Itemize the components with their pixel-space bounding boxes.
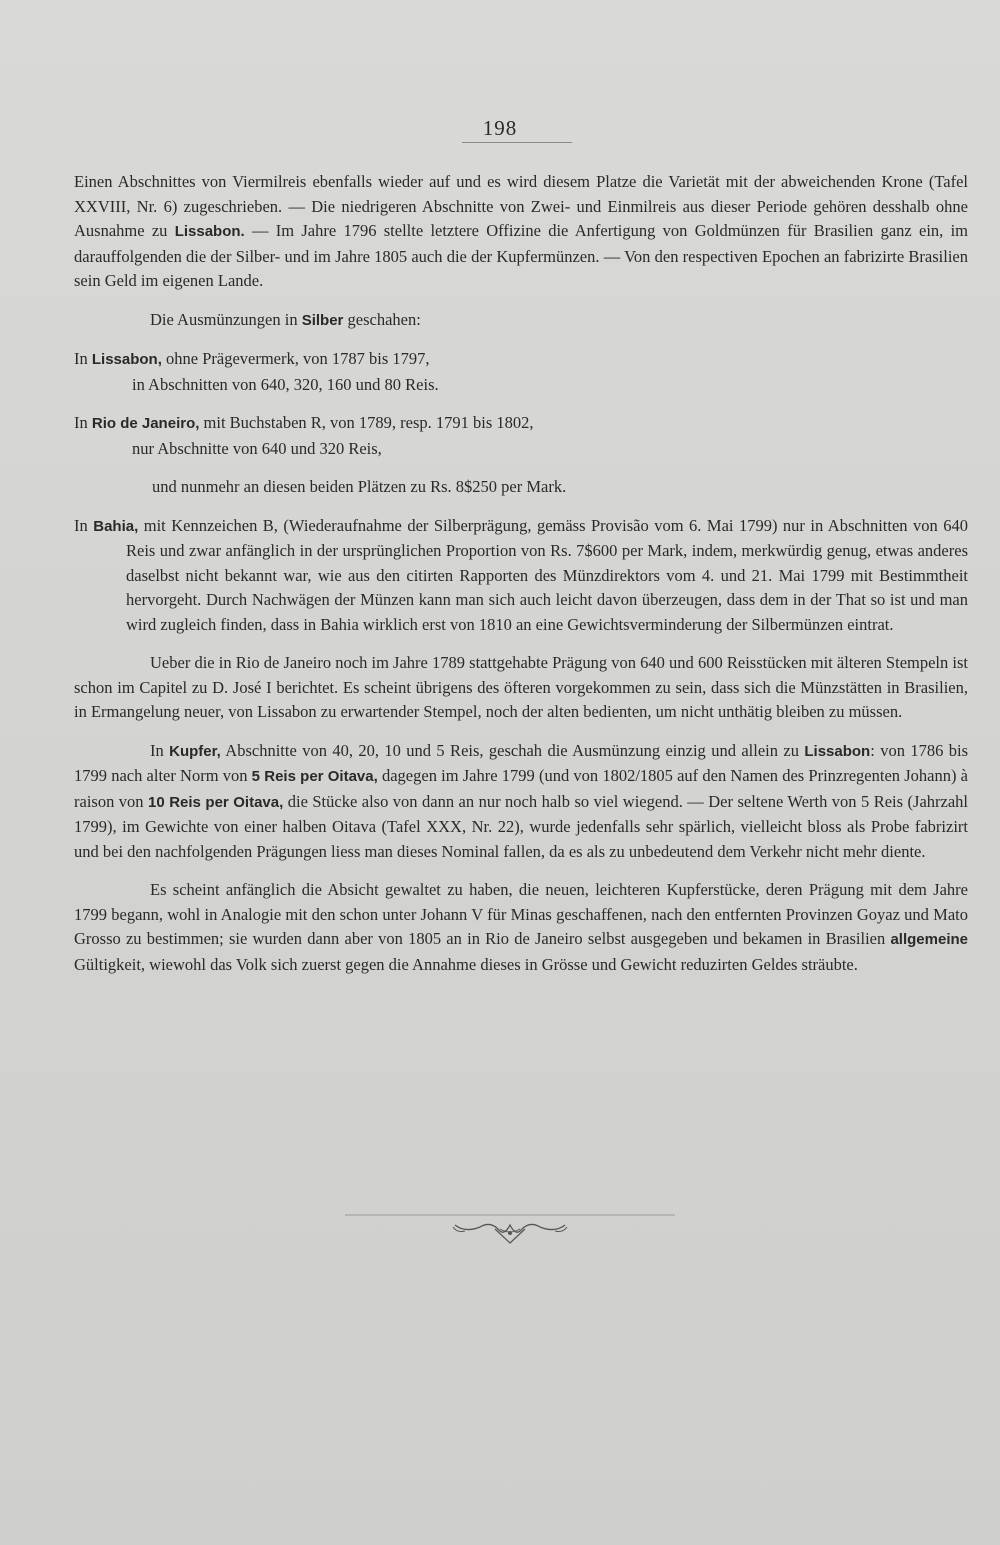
- text-span: Abschnitte von 40, 20, 10 und 5 Reis, geschah die Ausmünzung einzig und allein zu: [220, 740, 805, 760]
- entry-bahia: [74, 514, 968, 638]
- text-span: ohne Prägevermerk, von 1787 bis 1797,: [161, 349, 430, 368]
- paragraph-5: und nunmehr an diesen beiden Plätzen zu Rs. 8$250 per Mark.: [152, 477, 567, 496]
- paragraph-1: [74, 170, 968, 294]
- text-span: die Stücke also von dann an nur noch halb so viel wiegend. — Der seltene Werth von 5 Reis (Jahrzahl 1799), im Gewichte von einer halben Oitava (Tafel XXX, Nr. 22), wurde jedenfalls sehr spärlich, vielleicht bloss als Probe fabrizirt und bei den nachfolgenden Prägungen liess man dieses Nominal fallen, da es als zu unbedeutend dem Verkehr nicht mehr diente.: [74, 791, 968, 861]
- text-span: dagegen im Jahre 1799 (und von 1802/1805 auf den Namen des Prinzregenten Johann) à raison von: [74, 766, 968, 811]
- emphasis-5-reis: 5 Reis per Oitava,: [251, 768, 378, 785]
- ornament-divider: [345, 1205, 675, 1255]
- text-span: Gültigkeit, wiewohl das Volk sich zuerst gegen die Annahme dieses in Grösse und Gewicht reduzirten Geldes sträubte.: [74, 954, 858, 974]
- paragraph-7: Ueber die in Rio de Janeiro noch im Jahre 1789 stattgehabte Prägung von 640 und 600 Reisstücken mit älteren Stempeln ist schon im Capitel zu D. José I berichtet. Es scheint übrigens des öfteren vorgekommen zu sein, dass sich die Münzstätten in Brasilien, in Ermangelung neuer, von Lissabon zu erwartender Stempel, noch der alten bedienten, um nicht unthätig bleiben zu müssen.: [74, 653, 968, 721]
- emphasis-silber: Silber: [301, 311, 344, 329]
- emphasis-10-reis: 10 Reis per Oitava,: [148, 793, 284, 811]
- text-span: — Im Jahre 1796 stellte letztere Offizine die Anfertigung von Goldmünzen für Brasilien ganz ein, im darauffolgenden die der Silber- und im Jahre 1805 auch die der Kupfermünzen. — Von den respectiven Epochen an fabrizirte Brasilien sein Geld im eigenen Lande.: [74, 221, 968, 290]
- text-span: nur Abschnitte von 640 und 320 Reis,: [132, 438, 382, 458]
- text-span: in Abschnitten von 640, 320, 160 und 80 Reis.: [132, 374, 439, 394]
- text-span: mit Buchstaben R, von 1789, resp. 1791 bis 1802,: [199, 413, 534, 432]
- text-span: In: [74, 413, 92, 432]
- emphasis-kupfer: Kupfer,: [169, 742, 221, 760]
- text-span: In: [150, 740, 170, 760]
- text-span: : von 1786 bis 1799 nach alter Norm von: [74, 740, 968, 785]
- emphasis-lissabon: Lissabon: [804, 742, 871, 760]
- text-span: Es scheint anfänglich die Absicht gewaltet zu haben, die neuen, leichteren Kupferstücke, deren Prägung mit dem Jahre 1799 begann, wohl in Analogie mit den schon unter Johann V für Minas geschaffenen, nach den entfernten Provinzen Goyaz und Mato Grosso zu bestimmen; sie wurden dann aber von 1805 an in Rio de Janeiro selbst ausgegeben und bekamen in Brasilien: [74, 880, 968, 948]
- paragraph-8: [74, 739, 968, 865]
- emphasis-allgemeine: allgemeine: [890, 931, 968, 948]
- text-span: Die Ausmünzungen in: [150, 309, 302, 329]
- emphasis-lissabon: Lissabon,: [91, 351, 162, 368]
- paragraph-9: [74, 878, 968, 977]
- emphasis-rio: Rio de Janeiro,: [91, 415, 200, 432]
- text-span: mit Kennzeichen B, (Wiederaufnahme der Silberprägung, gemäss Provisão vom 6. Mai 1799) nur in Abschnitten von 640 Reis und zwar anfänglich in der ursprünglichen Proportion von Rs. 7$600 per Mark, indem, merkwürdig genug, etwas anderes daselbst nicht bekannt war, wie aus den citirten Rapporten des Münzdirektors vom 4. und 21. Mai 1799 mit Bestimmtheit hervorgeht. Durch Nachwägen der Münzen kann man sich auch leicht davon überzeugen, dass dem in der That so ist und man wird zugleich finden, dass in Bahia wirklich erst von 1810 an eine Gewichtsverminderung der Silbermünzen eintrat.: [126, 515, 968, 634]
- text-span: geschahen:: [343, 309, 421, 329]
- paragraph-2: [74, 308, 968, 334]
- emphasis-lissabon: Lissabon.: [174, 223, 245, 240]
- text-span: In: [74, 515, 94, 535]
- entry-rio: [74, 411, 968, 461]
- emphasis-bahia: Bahia,: [93, 517, 139, 535]
- body-text: [74, 170, 968, 977]
- entry-lissabon: [74, 347, 968, 397]
- page-number: 198: [482, 116, 518, 140]
- text-span: In: [74, 349, 92, 368]
- header-rule: [462, 142, 572, 143]
- text-span: Einen Abschnittes von Viermilreis ebenfalls wieder auf und es wird diesem Platze die Varietät mit der abweichenden Krone (Tafel XXVIII, Nr. 6) zugeschrieben. — Die niedrigeren Abschnitte von Zwei- und Einmilreis aus dieser Periode gehören desshalb ohne Ausnahme zu: [74, 172, 968, 240]
